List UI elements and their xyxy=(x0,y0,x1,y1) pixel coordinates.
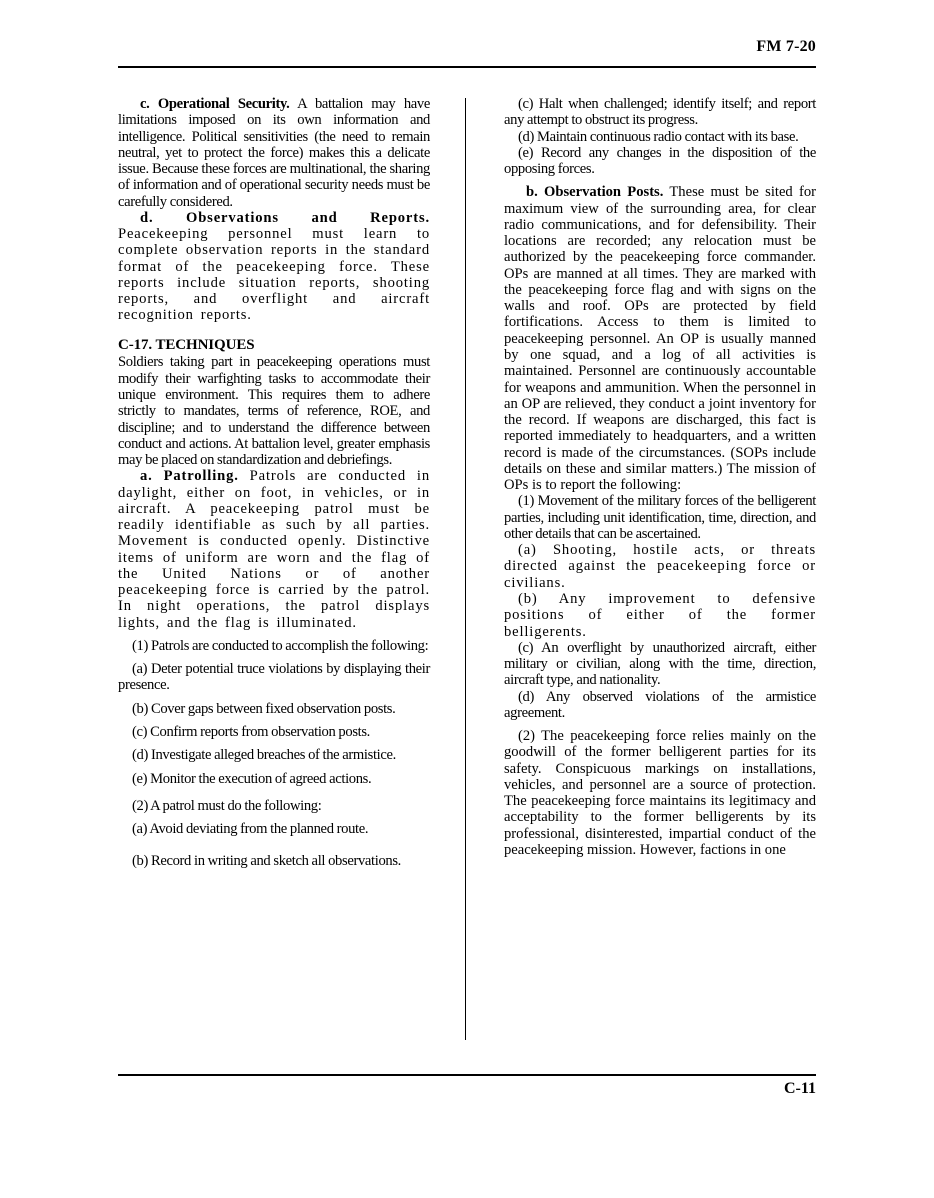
paragraph-b-record-observations: (b) Record in writing and sketch all observations. xyxy=(132,853,401,870)
paragraph-c-confirm-reports: (c) Confirm reports from observation posts. xyxy=(132,724,370,741)
paragraph-d-radio-contact: (d) Maintain continuous radio contact with its base. xyxy=(518,128,799,145)
paragraph-1-movement-military-forces: (1) Movement of the military forces of the belligerent parties, including unit identification, time, direction, and other details that can be ascertained. xyxy=(504,493,816,542)
paragraph-patrols-purposes: (1) Patrols are conducted to accomplish the following: xyxy=(132,637,429,654)
paragraph-a-deter-violations: (a) Deter potential truce violations by displaying their presence. xyxy=(118,661,430,694)
right-column xyxy=(504,96,816,858)
paragraph-b-observation-posts xyxy=(504,184,816,493)
paragraph-d-observed-violations: (d) Any observed violations of the armistice agreement. xyxy=(504,688,816,721)
paragraph-c-overflight-unauthorized: (c) An overflight by unauthorized aircraft, either military or civilian, along with the time, direction, aircraft type, and nationality. xyxy=(504,639,816,689)
column-divider xyxy=(465,98,466,1040)
paragraph-2-goodwill-belligerents: (2) The peacekeeping force relies mainly on the goodwill of the former belligerent parties for its safety. Conspicuous markings on installations, vehicles, and personnel are a source of protection. The peacekeeping force maintains its legitimacy and acceptability to the former belligerents by its professional, disinterested, impartial conduct of the peacekeeping mission. However, factions in one xyxy=(504,728,816,858)
header-rule xyxy=(118,66,816,68)
paragraph-d-observations-reports xyxy=(118,210,430,324)
paragraph-patrol-must-do: (2) A patrol must do the following: xyxy=(132,797,322,814)
paragraph-e-record-changes: (e) Record any changes in the disposition of the opposing forces. xyxy=(504,144,816,178)
page-header: FM 7-20 xyxy=(756,38,816,55)
section-heading-c17: C-17. TECHNIQUES xyxy=(118,336,255,353)
footer-rule xyxy=(118,1074,816,1076)
paragraph-a-patrolling xyxy=(118,468,430,631)
paragraph-b-improvement-defensive: (b) Any improvement to defensive positions of either of the former belligerents. xyxy=(504,590,816,640)
paragraph-e-monitor-execution: (e) Monitor the execution of agreed actions. xyxy=(132,770,372,787)
run-in-head-observation-posts: b. Observation Posts. xyxy=(526,184,664,201)
body-columns xyxy=(118,96,816,1056)
left-column xyxy=(118,96,430,870)
paragraph-text: Patrols are conducted in daylight, either on foot, in vehicles, or in aircraft. A peacekeeping patrol must be readily identifiable as such by all parties. Movement is conducted openly. Distinctive items of uniform are worn and the flag of the United Nations or of another peacekeeping force is carried by the patrol. In night operations, the patrol displays lights, and the flag is illuminated. xyxy=(118,468,430,631)
paragraph-d-investigate-breaches: (d) Investigate alleged breaches of the armistice. xyxy=(132,747,396,764)
paragraph-b-cover-gaps: (b) Cover gaps between fixed observation posts. xyxy=(132,700,396,717)
run-in-head-operational-security: c. Operational Security. xyxy=(140,96,290,112)
paragraph-a-shooting-hostile-acts: (a) Shooting, hostile acts, or threats directed against the peacekeeping force or civilians. xyxy=(504,542,816,591)
paragraph-text: Peacekeeping personnel must learn to complete observation reports in the standard format of the peacekeeping force. These reports include situation reports, shooting reports, and overflight and aircraft recognition reports. xyxy=(118,226,430,324)
page-footer: C-11 xyxy=(784,1080,816,1097)
paragraph-a-avoid-deviating: (a) Avoid deviating from the planned route. xyxy=(132,821,369,838)
run-in-head-patrolling: a. Patrolling. xyxy=(140,468,239,485)
paragraph-c-halt-when-challenged: (c) Halt when challenged; identify itself; and report any attempt to obstruct its progress. xyxy=(504,96,816,129)
paragraph-techniques-intro: Soldiers taking part in peacekeeping operations must modify their warfighting tasks to accommodate their unique environment. This requires them to adhere strictly to mandates, terms of reference, ROE, and discipline; and to understand the difference between conduct and actions. At battalion level, greater emphasis may be placed on standardization and debriefings. xyxy=(118,354,430,469)
paragraph-c-operational-security xyxy=(118,96,430,210)
run-in-head-observations-reports: d. Observations and Reports. xyxy=(140,209,430,226)
paragraph-text: These must be sited for maximum view of the surrounding area, for clear radio communications, and for defensibility. Their locations are recorded; any relocation must be authorized by the peacekeeping force commander. OPs are manned at all times. They are marked with the peacekeeping force flag and with signs on the walls and roof. OPs are protected by field fortifications. Access to them is limited to peacekeeping personnel. An OP is usually manned by one squad, and a log of all activities is maintained. Personnel are continuously accountable for weapons and ammunition. When the personnel in an OP are relieved, they conduct a joint inventory for the record. If weapons are discharged, this fact is reported immediately to headquarters, and a written record is made of the circumstances. (SOPs include details on these and similar matters.) The mission of OPs is to report the following: xyxy=(504,184,816,494)
paragraph-text: A battalion may have limitations imposed on its own information and intelligence. Political sensitivities (the need to remain neutral, yet to protect the force) makes this a delicate issue. Because these forces are multinational, the sharing of information and of operational security needs must be carefully considered. xyxy=(118,96,430,210)
